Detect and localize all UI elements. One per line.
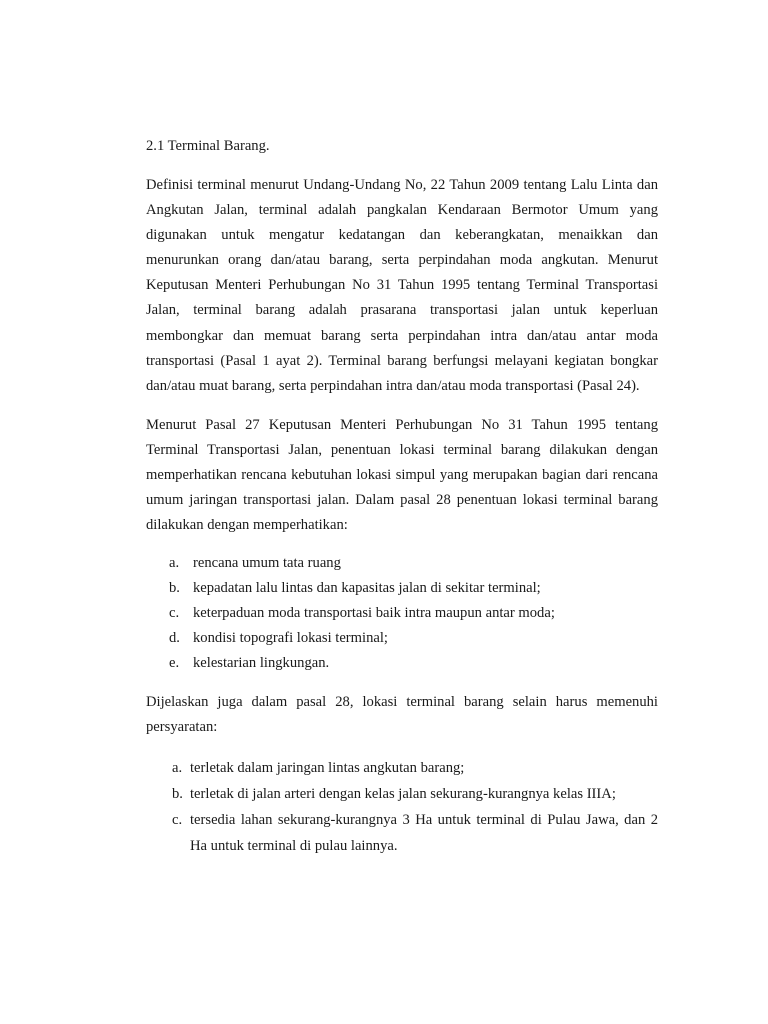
- list-marker: c.: [169, 605, 180, 622]
- list-item-text: terletak dalam jaringan lintas angkutan barang;: [190, 759, 465, 776]
- list-item-text: kepadatan lalu lintas dan kapasitas jalan di sekitar terminal;: [193, 580, 541, 597]
- list-item: [172, 781, 658, 807]
- list-item-text: kondisi topografi lokasi terminal;: [193, 630, 388, 647]
- list-marker: b.: [172, 785, 183, 802]
- list-marker: b.: [169, 580, 180, 597]
- list-item-text: tersedia lahan sekurang-kurangnya 3 Ha untuk terminal di Pulau Jawa, dan 2 Ha untuk terminal di pulau lainnya.: [190, 811, 658, 854]
- list-marker: d.: [169, 630, 180, 647]
- requirements-list: [146, 755, 658, 859]
- list-item: [169, 576, 658, 601]
- list-item-text: kelestarian lingkungan.: [193, 655, 330, 672]
- list-item-text: terletak di jalan arteri dengan kelas jalan sekurang-kurangnya kelas IIIA;: [190, 785, 616, 802]
- paragraph-definition: Definisi terminal menurut Undang-Undang No, 22 Tahun 2009 tentang Lalu Linta dan Angkutan Jalan, terminal adalah pangkalan Kendaraan Bermotor Umum yang digunakan untuk mengatur kedatangan dan keberangkatan, menaikkan dan menurunkan orang dan/atau barang, serta perpindahan moda angkutan. Menurut Keputusan Menteri Perhubungan No 31 Tahun 1995 tentang Terminal Transportasi Jalan, terminal barang adalah prasarana transportasi jalan untuk keperluan membongkar dan memuat barang serta perpindahan intra dan/atau antar moda transportasi (Pasal 1 ayat 2). Terminal barang berfungsi melayani kegiatan bongkar dan/atau muat barang, serta perpindahan intra dan/atau moda transportasi (Pasal 24).: [146, 177, 658, 394]
- list-item: [169, 626, 658, 651]
- list-marker: e.: [169, 655, 180, 672]
- list-item: [169, 651, 658, 676]
- list-marker: c.: [172, 811, 183, 828]
- list-item-text: rencana umum tata ruang: [193, 555, 341, 572]
- list-item: [169, 601, 658, 626]
- list-marker: a.: [172, 759, 183, 776]
- document-page: [146, 134, 658, 859]
- criteria-list: [146, 551, 658, 676]
- section-heading: 2.1 Terminal Barang.: [146, 138, 270, 154]
- paragraph-location-criteria: Menurut Pasal 27 Keputusan Menteri Perhubungan No 31 Tahun 1995 tentang Terminal Transportasi Jalan, penentuan lokasi terminal barang dilakukan dengan memperhatikan rencana kebutuhan lokasi simpul yang merupakan bagian dari rencana umum jaringan transportasi jalan. Dalam pasal 28 penentuan lokasi terminal barang dilakukan dengan memperhatikan:: [146, 416, 658, 534]
- list-item: [169, 551, 658, 576]
- list-marker: a.: [169, 555, 180, 572]
- list-item: [172, 807, 658, 859]
- list-item-text: keterpaduan moda transportasi baik intra maupun antar moda;: [193, 605, 555, 622]
- list-item: [172, 755, 658, 781]
- paragraph-requirements: Dijelaskan juga dalam pasal 28, lokasi terminal barang selain harus memenuhi persyaratan:: [146, 694, 658, 736]
